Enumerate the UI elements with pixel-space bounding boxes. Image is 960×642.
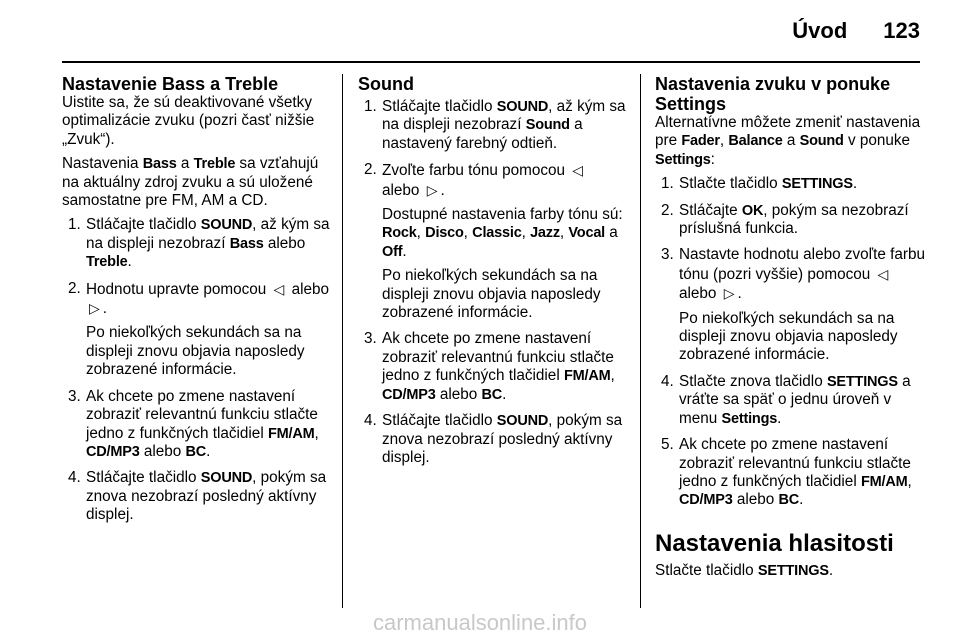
- steps-list: [655, 175, 925, 510]
- list-item: 3. Ak chcete po zmene nastavení zobraziť relevantnú funkciu stlačte jedno z funkčných tlačidiel FM/AM, CD/MP3 alebo BC.: [68, 387, 319, 460]
- list-item: 2. Stláčajte OK, pokým sa nezobrazí príslušná funkcia.: [661, 201, 909, 238]
- rotary-left-icon: ◁: [877, 265, 889, 282]
- list-item: 3. Ak chcete po zmene nastavení zobraziť relevantnú funkciu stlačte jedno z funkčných tlačidiel FM/AM, CD/MP3 alebo BC.: [364, 330, 615, 403]
- heading-sound: Sound: [358, 74, 414, 94]
- list-item: 3. Nastavte hodnotu alebo zvoľte farbu tónu (pozri vyššie) pomocou ◁ alebo ▷ . Po niekoľkých sekundách sa na displeji znovu objavia naposledy zobrazené informácie.: [661, 246, 925, 364]
- paragraph: Stlačte tlačidlo SETTINGS.: [655, 561, 834, 579]
- steps-list: [62, 216, 330, 524]
- header-rule: [62, 61, 920, 63]
- watermark: carmanualsonline.info: [372, 610, 588, 635]
- list-item: 1. Stláčajte tlačidlo SOUND, až kým sa na displeji nezobrazí Bass alebo Treble.: [68, 216, 330, 271]
- list-item: 5. Ak chcete po zmene nastavení zobraziť relevantnú funkciu stlačte jedno z funkčných tlačidiel FM/AM, CD/MP3 alebo BC.: [661, 436, 912, 509]
- paragraph: Nastavenia Bass a Treble sa vzťahujú na aktuálny zdroj zvuku a sú uložené samostatne pre FM, AM a CD.: [62, 155, 319, 210]
- rotary-right-icon: ▷: [723, 285, 735, 302]
- list-item: 4. Stláčajte tlačidlo SOUND, pokým sa znova nezobrazí posledný aktívny displej.: [68, 469, 327, 524]
- list-item: 1. Stlačte tlačidlo SETTINGS.: [661, 175, 858, 193]
- heading-settings: Nastavenia zvuku v ponuke Settings: [655, 74, 891, 114]
- list-item: 1. Stláčajte tlačidlo SOUND, až kým sa na displeji nezobrazí Sound a nastavený farebný odtieň.: [364, 98, 626, 152]
- list-item: 4. Stláčajte tlačidlo SOUND, pokým sa znova nezobrazí posledný aktívny displej.: [364, 412, 623, 466]
- column-settings: [655, 74, 925, 586]
- list-item: 2. Zvoľte farbu tónu pomocou ◁ alebo ▷ . Dostupné nastavenia farby tónu sú: Rock, Disco, Classic, Jazz, Vocal a Off. Po niekoľkých sekundách sa na displeji znovu objavia naposledy zobrazené informácie.: [364, 161, 623, 322]
- column-divider: [342, 74, 343, 608]
- paragraph: Uistite sa, že sú deaktivované všetky optimalizácie zvuku (pozri časť nižšie „Zvuk“).: [62, 94, 315, 148]
- rotary-right-icon: ▷: [426, 181, 438, 198]
- section-title: Úvod: [792, 18, 848, 43]
- steps-list: [358, 98, 626, 467]
- column-divider: [640, 74, 641, 608]
- page-number: 123: [883, 18, 920, 43]
- rotary-left-icon: ◁: [273, 280, 285, 297]
- list-item: 4. Stlačte znova tlačidlo SETTINGS a vráťte sa späť o jednu úroveň v menu Settings.: [661, 372, 911, 427]
- rotary-left-icon: ◁: [572, 162, 584, 179]
- column-sound: [358, 74, 626, 475]
- column-bass-treble: [62, 74, 330, 533]
- rotary-right-icon: ▷: [89, 300, 100, 317]
- paragraph: Alternatívne môžete zmeniť nastavenia pre Fader, Balance a Sound v ponuke Settings:: [655, 114, 921, 168]
- list-item: 2. Hodnotu upravte pomocou ◁ alebo ▷ . Po niekoľkých sekundách sa na displeji znovu objavia naposledy zobrazené informácie.: [68, 279, 330, 379]
- heading-volume: Nastavenia hlasitosti: [655, 529, 894, 557]
- heading-bass-treble: Nastavenie Bass a Treble: [62, 74, 279, 94]
- page-header: [792, 18, 920, 48]
